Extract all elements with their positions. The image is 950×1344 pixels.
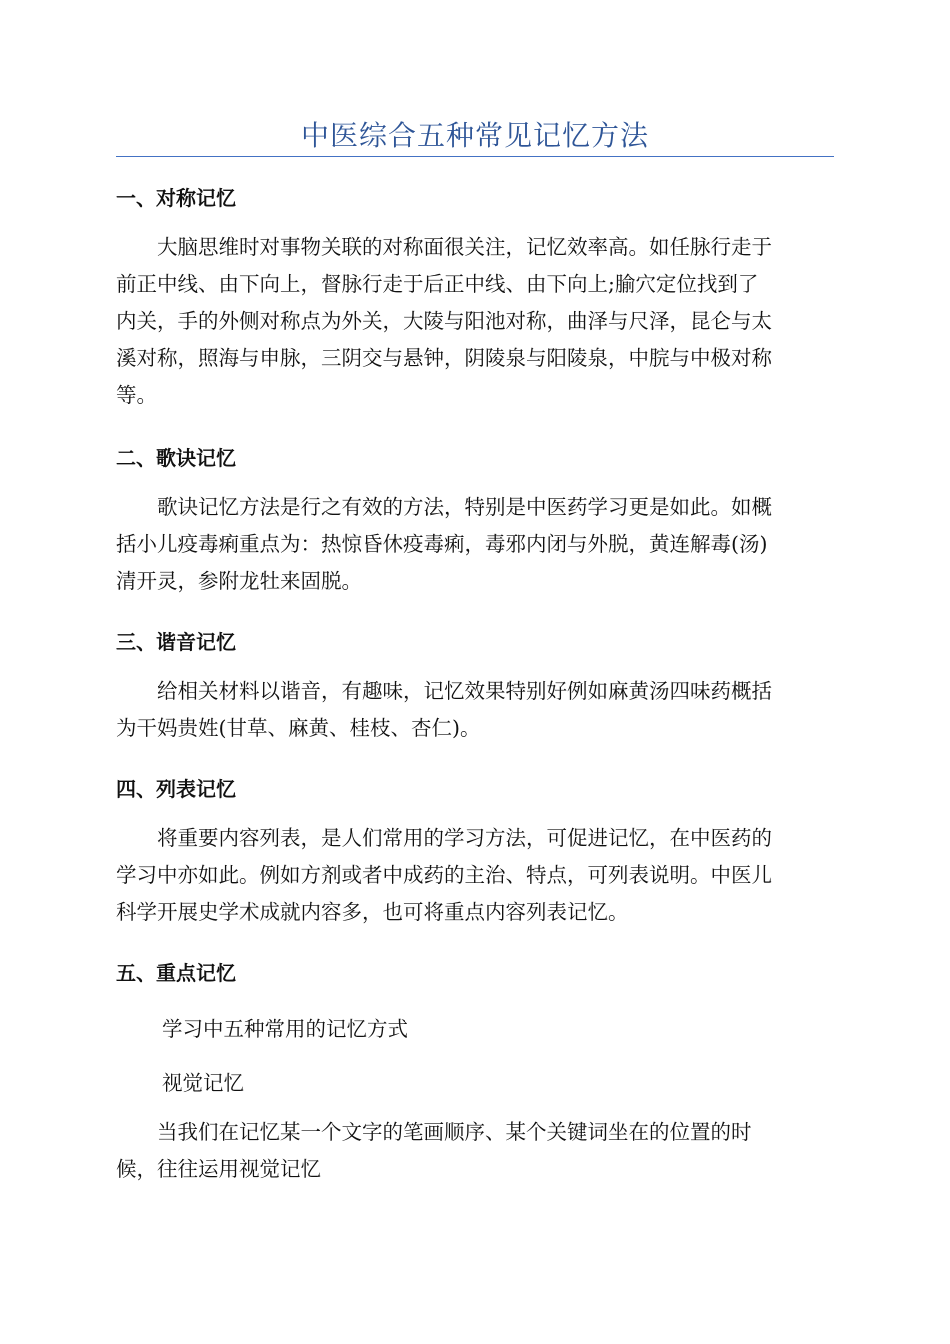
section-paragraph-2: [116, 489, 834, 600]
paragraph-line: 内关，手的外侧对称点为外关，大陵与阳池对称，曲泽与尺泽，昆仑与太: [116, 309, 772, 333]
page-title: 中医综合五种常见记忆方法: [300, 119, 649, 152]
section-heading-3: 三、谐音记忆: [116, 630, 236, 654]
paragraph-line: 科学开展史学术成就内容多，也可将重点内容列表记忆。: [116, 900, 629, 924]
tail-line-2: 视觉记忆: [162, 1071, 244, 1095]
paragraph-line: 清开灵，参附龙牡来固脱。: [116, 569, 362, 593]
paragraph-line: 当我们在记忆某一个文字的笔画顺序、某个关键词坐在的位置的时: [157, 1120, 752, 1144]
paragraph-line: 将重要内容列表，是人们常用的学习方法，可促进记忆，在中医药的: [157, 826, 772, 850]
paragraph-line: 歌诀记忆方法是行之有效的方法，特别是中医药学习更是如此。如概: [157, 495, 772, 519]
paragraph-line: 候，往往运用视觉记忆: [116, 1157, 321, 1181]
paragraph-line: 大脑思维时对事物关联的对称面很关注，记忆效率高。如任脉行走于: [157, 235, 772, 259]
section-heading-4: 四、列表记忆: [116, 777, 236, 801]
section-paragraph-3: [116, 673, 834, 747]
paragraph-line: 溪对称，照海与申脉，三阴交与悬钟，阴陵泉与阳陵泉，中脘与中极对称: [116, 346, 772, 370]
paragraph-line: 学习中亦如此。例如方剂或者中成药的主治、特点，可列表说明。中医儿: [116, 863, 772, 887]
tail-paragraph: [116, 1114, 834, 1188]
tail-line-1: 学习中五种常用的记忆方式: [162, 1017, 408, 1041]
section-paragraph-4: [116, 820, 834, 931]
paragraph-line: 为干妈贵姓(甘草、麻黄、桂枝、杏仁)。: [116, 716, 481, 740]
section-heading-5: 五、重点记忆: [116, 961, 236, 985]
title-block: [116, 108, 834, 157]
paragraph-line: 等。: [116, 383, 157, 407]
section-heading-1: 一、对称记忆: [116, 186, 236, 210]
section-heading-2: 二、歌诀记忆: [116, 446, 236, 470]
section-paragraph-1: [116, 229, 834, 414]
paragraph-line: 括小儿疫毒痢重点为：热惊昏休疫毒痢，毒邪内闭与外脱，黄连解毒(汤): [116, 532, 768, 556]
paragraph-line: 给相关材料以谐音，有趣味，记忆效果特别好例如麻黄汤四味药概括: [157, 679, 772, 703]
paragraph-line: 前正中线、由下向上，督脉行走于后正中线、由下向上;腧穴定位找到了: [116, 272, 759, 296]
